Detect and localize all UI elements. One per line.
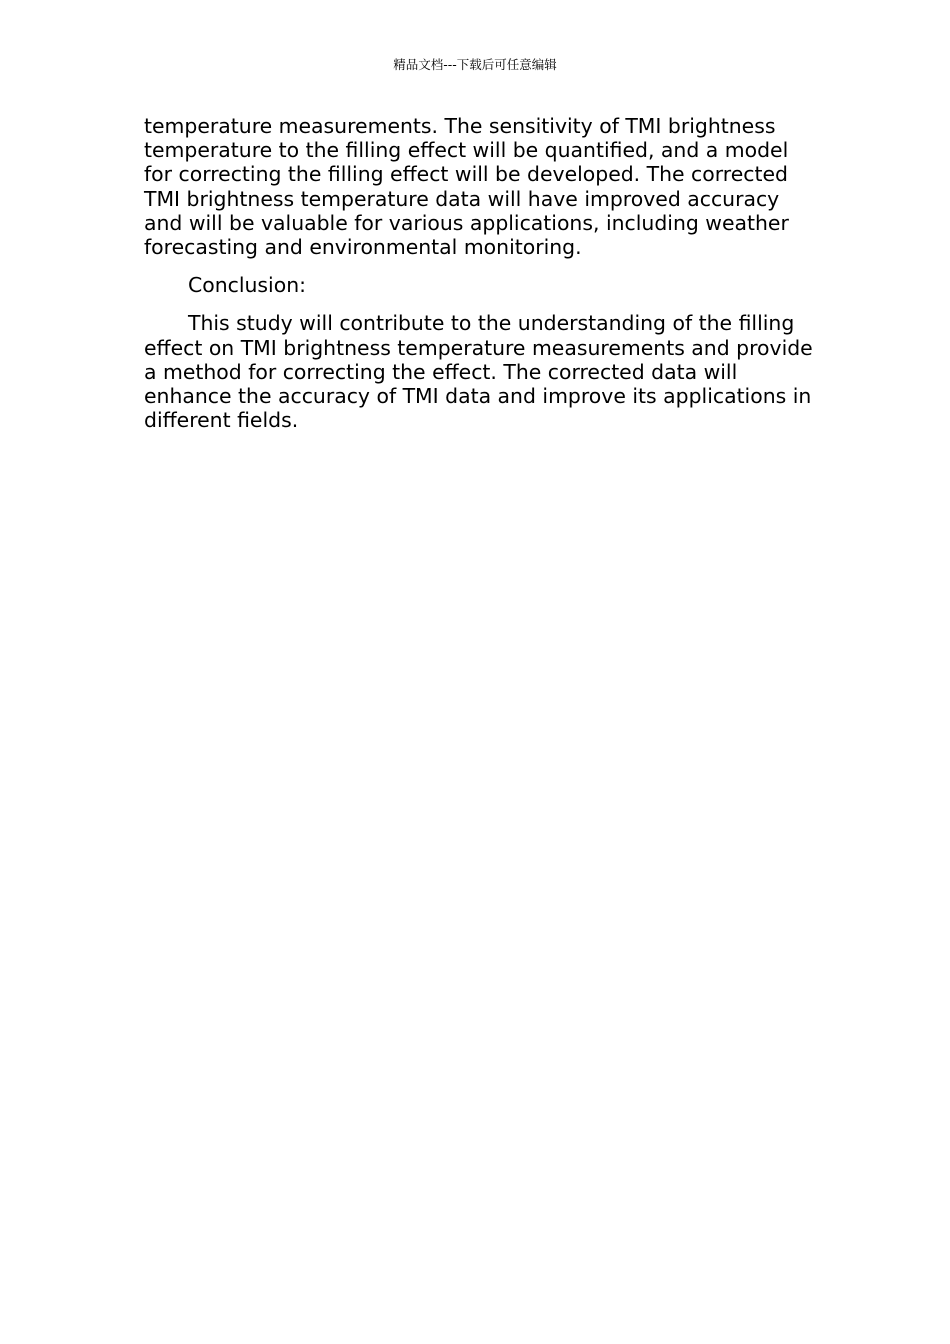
conclusion-heading: Conclusion: <box>188 273 306 298</box>
conclusion-paragraph: This study will contribute to the understanding of the filling effect on TMI brightness temperature measurements and provide a method for correcting the effect. The corrected data will enhance the accuracy of TMI data and improve its applications in different fields. <box>144 311 813 433</box>
page-header: 精品文档---下载后可任意编辑 <box>393 57 557 72</box>
document-body <box>144 114 814 446</box>
paragraph-continuation: temperature measurements. The sensitivity of TMI brightness temperature to the filling effect will be quantified, and a model for correcting the filling effect will be developed. The corrected TMI brightness temperature data will have improved accuracy and will be valuable for various applications, including weather forecasting and environmental monitoring. <box>144 114 789 260</box>
